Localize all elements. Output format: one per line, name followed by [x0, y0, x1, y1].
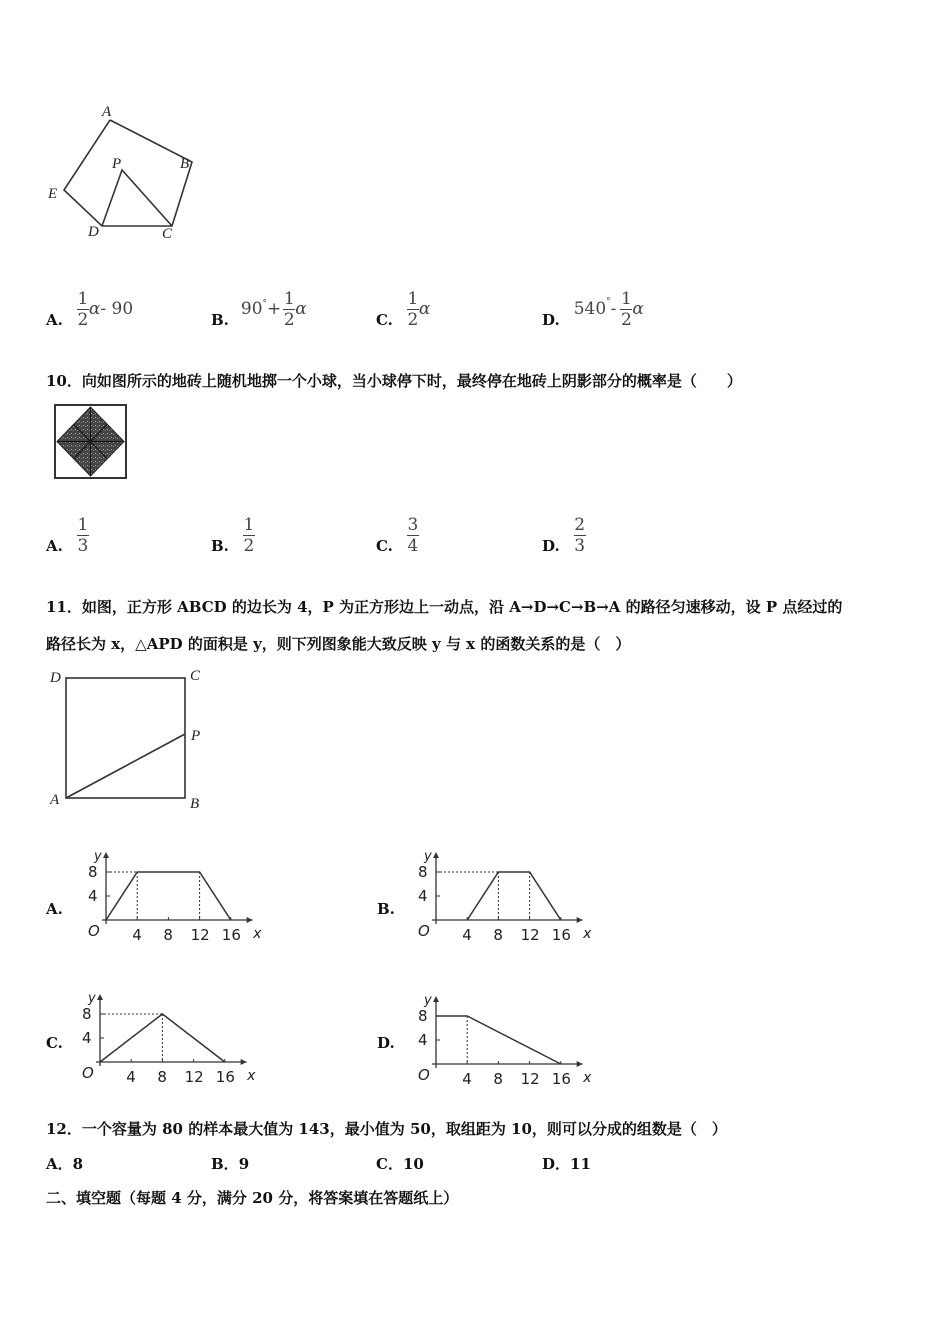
- alpha-symbol: α: [88, 299, 101, 319]
- q11-text-line1: 11．如图，正方形 ABCD 的边长为 4，P 为正方形边上一动点，沿 A→D→C→B→A 的路径匀速移动，设 P 点经过的: [46, 598, 843, 616]
- y-axis-label: y: [424, 993, 432, 1008]
- option-letter: D.: [542, 311, 560, 329]
- label-B: B: [190, 796, 200, 812]
- fraction: $\frac{1}{2}$: [283, 288, 295, 330]
- origin-label: O: [82, 1064, 94, 1082]
- origin-label: O: [418, 922, 430, 940]
- option-letter: B.: [211, 311, 229, 329]
- option-letter: D.: [377, 1034, 395, 1052]
- y-axis-label: y: [424, 849, 432, 864]
- x-tick-label-16: 16: [221, 926, 241, 944]
- origin-label: O: [88, 922, 100, 940]
- option-letter: A.: [46, 900, 63, 918]
- function-line: [436, 1016, 561, 1064]
- x-arrow: [577, 917, 583, 923]
- q12-text: 12．一个容量为 80 的样本最大值为 143，最小值为 50，取组距为 10，则可以分成的组数是（ ）: [46, 1120, 727, 1138]
- square-figure: [44, 664, 214, 814]
- label-D: D: [88, 224, 99, 240]
- y-arrow: [103, 852, 109, 858]
- fraction: $\frac{1}{2}$: [620, 288, 632, 330]
- fraction: $\frac{2}{3}$: [574, 514, 586, 556]
- option-letter: B.: [377, 900, 395, 918]
- option-letter: C．: [376, 1155, 403, 1173]
- x-arrow: [577, 1061, 583, 1067]
- minus-sign: -: [610, 299, 617, 319]
- function-line: [106, 872, 231, 920]
- q11-text-line2: 路径长为 x，△APD 的面积是 y，则下列图象能大致反映 y 与 x 的函数关系的是（ ）: [46, 635, 631, 653]
- graph-d[interactable]: [404, 990, 594, 1090]
- label-E: E: [48, 186, 58, 202]
- option-tail: - 90: [100, 299, 134, 319]
- x-tick-label-12: 12: [520, 1070, 540, 1088]
- q10-option-a[interactable]: [46, 512, 89, 558]
- option-letter: D．: [542, 1155, 571, 1173]
- x-tick-label-16: 16: [551, 926, 571, 944]
- option-value: 10: [402, 1155, 424, 1173]
- graph-b[interactable]: [404, 846, 594, 946]
- option-letter: B．: [211, 1155, 239, 1173]
- fraction: $\frac{3}{4}$: [407, 514, 419, 556]
- x-tick-label-4: 4: [462, 926, 472, 944]
- q11-option-d[interactable]: [377, 1034, 395, 1052]
- alpha-symbol: α: [418, 299, 431, 319]
- x-tick-label-8: 8: [493, 1070, 503, 1088]
- x-tick-label-8: 8: [493, 926, 503, 944]
- q10-option-c[interactable]: [376, 512, 419, 558]
- graph-a[interactable]: [74, 846, 264, 946]
- fraction: $\frac{1}{2}$: [77, 288, 89, 330]
- x-tick-label-12: 12: [190, 926, 210, 944]
- option-letter: C.: [376, 311, 393, 329]
- option-letter: A．: [46, 1155, 73, 1173]
- y-arrow: [97, 994, 103, 1000]
- degree-sign: °: [262, 299, 268, 309]
- x-axis-label: x: [253, 926, 262, 942]
- q11-option-a[interactable]: [46, 900, 63, 918]
- option-letter: D.: [542, 537, 560, 555]
- option-letter: B.: [211, 537, 229, 555]
- label-C: C: [190, 668, 201, 684]
- q9-option-d[interactable]: [542, 286, 644, 332]
- y-axis-label: y: [88, 991, 96, 1006]
- y-tick-label-4: 4: [418, 1031, 428, 1049]
- pentagon-figure: [40, 98, 210, 246]
- x-tick-label-12: 12: [184, 1068, 204, 1086]
- q9-option-a[interactable]: [46, 286, 133, 332]
- x-tick-label-4: 4: [126, 1068, 136, 1086]
- q10-text: 10．向如图所示的地砖上随机地掷一个小球，当小球停下时，最终停在地砖上阴影部分的概率是（ ）: [46, 372, 742, 390]
- q12-option-a[interactable]: [46, 1153, 83, 1174]
- y-tick-label-8: 8: [88, 863, 98, 881]
- x-tick-label-12: 12: [520, 926, 540, 944]
- option-letter: C.: [46, 1034, 63, 1052]
- x-tick-label-16: 16: [215, 1068, 235, 1086]
- y-tick-label-8: 8: [418, 1007, 428, 1025]
- degree-sign: °: [606, 297, 611, 307]
- option-value: 11: [570, 1155, 591, 1173]
- label-P: P: [112, 156, 122, 172]
- y-tick-label-4: 4: [82, 1029, 92, 1047]
- y-tick-label-4: 4: [88, 887, 98, 905]
- label-C: C: [162, 226, 173, 242]
- alpha-symbol: α: [295, 299, 307, 319]
- q11-option-c[interactable]: [46, 1034, 63, 1052]
- option-letter: A.: [46, 311, 63, 329]
- section-title: 二、填空题（每题 4 分，满分 20 分，将答案填在答题纸上）: [46, 1189, 459, 1207]
- x-tick-label-16: 16: [551, 1070, 571, 1088]
- fraction: $\frac{1}{2}$: [407, 288, 419, 330]
- label-P: P: [191, 728, 201, 744]
- fraction: $\frac{1}{2}$: [243, 514, 255, 556]
- tile-figure: [54, 404, 128, 480]
- y-tick-label-8: 8: [82, 1005, 92, 1023]
- label-A: A: [50, 792, 60, 808]
- q9-option-b[interactable]: [211, 286, 307, 332]
- function-line: [467, 872, 561, 920]
- x-tick-label-8: 8: [157, 1068, 167, 1086]
- alpha-symbol: α: [632, 299, 644, 319]
- x-tick-label-4: 4: [462, 1070, 472, 1088]
- y-arrow: [433, 996, 439, 1002]
- x-tick-label-4: 4: [132, 926, 142, 944]
- plus-sign: +: [267, 299, 282, 319]
- label-B: B: [180, 156, 190, 172]
- q12-option-d[interactable]: [542, 1153, 591, 1174]
- fraction: $\frac{1}{3}$: [77, 514, 89, 556]
- origin-label: O: [418, 1066, 430, 1084]
- graph-c[interactable]: [68, 988, 258, 1088]
- label-D: D: [50, 670, 61, 686]
- x-arrow: [241, 1059, 247, 1065]
- y-tick-label-8: 8: [418, 863, 428, 881]
- option-letter: C.: [376, 537, 393, 555]
- q10-option-b[interactable]: [211, 512, 255, 558]
- x-tick-label-8: 8: [163, 926, 173, 944]
- q12-option-c[interactable]: [376, 1153, 424, 1174]
- label-A: A: [102, 104, 112, 120]
- x-axis-label: x: [247, 1068, 256, 1084]
- y-tick-label-4: 4: [418, 887, 428, 905]
- q12-option-b[interactable]: [211, 1153, 249, 1174]
- q11-option-b[interactable]: [377, 900, 395, 918]
- q9-option-c[interactable]: [376, 286, 430, 332]
- option-head: 540: [573, 299, 607, 319]
- option-letter: A.: [46, 537, 63, 555]
- option-head: 90: [240, 299, 263, 319]
- option-value: 8: [72, 1155, 84, 1173]
- y-axis-label: y: [94, 849, 102, 864]
- option-value: 9: [238, 1155, 250, 1173]
- y-arrow: [433, 852, 439, 858]
- x-axis-label: x: [583, 1070, 592, 1086]
- x-axis-label: x: [583, 926, 592, 942]
- q10-option-d[interactable]: [542, 512, 586, 558]
- x-arrow: [247, 917, 253, 923]
